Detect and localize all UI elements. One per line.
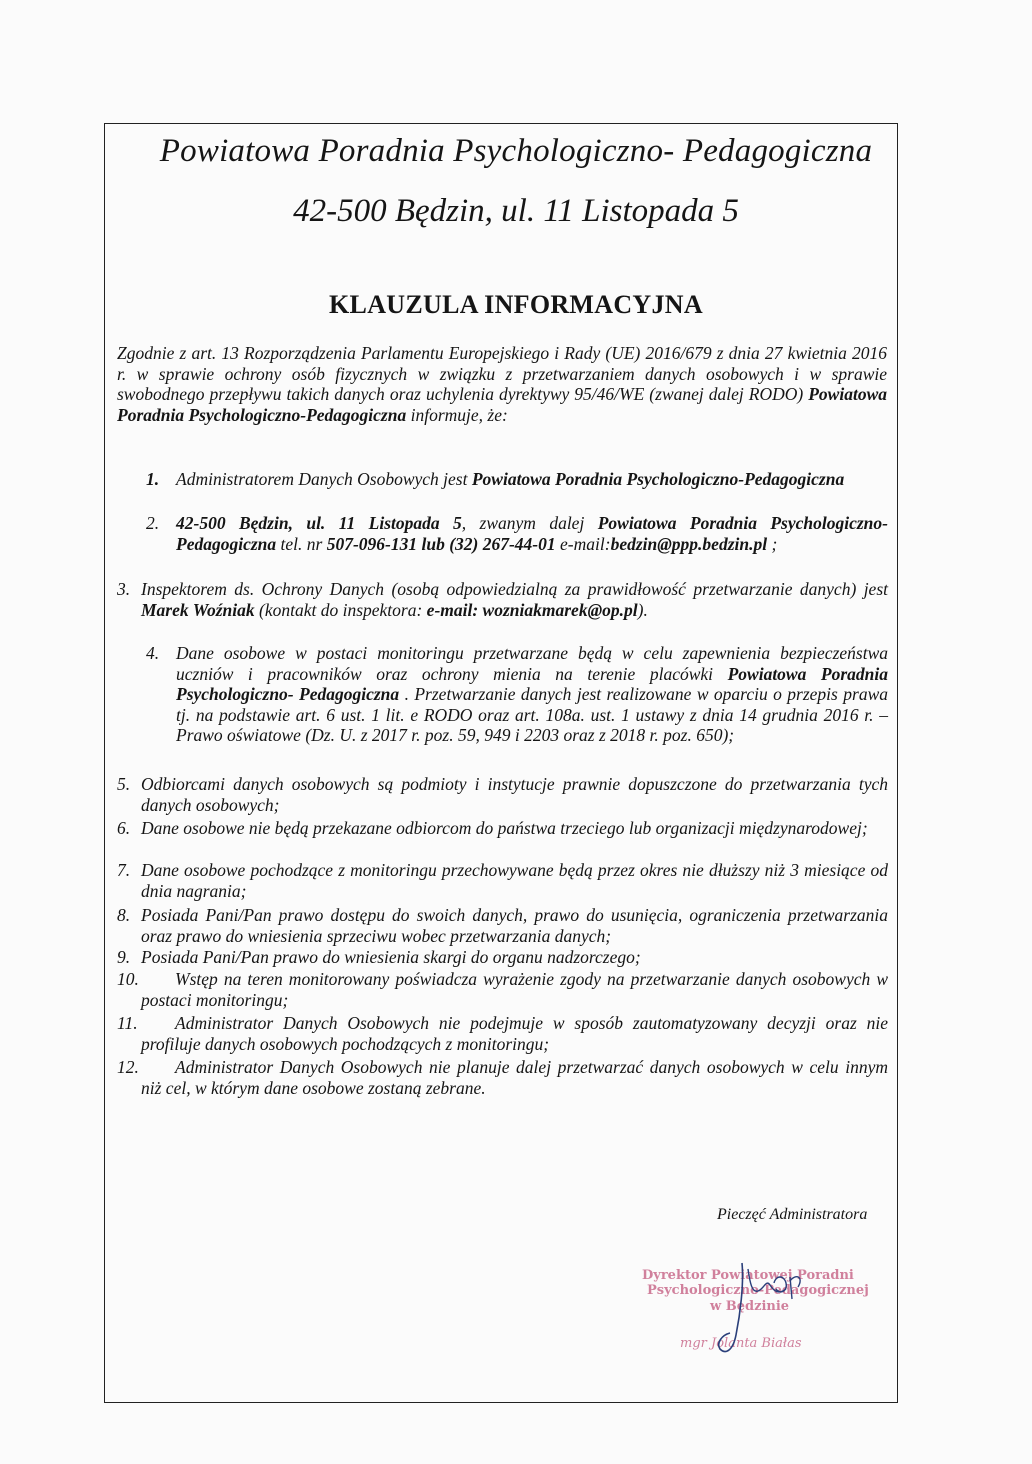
item-3-number: 3. <box>117 579 131 599</box>
item-3-email: e-mail: wozniakmarek@op.pl <box>426 599 638 620</box>
item-2-address: 42-500 Będzin, ul. 11 Listopada 5 <box>176 513 462 533</box>
institution-name: Powiatowa Poradnia Psychologiczno- Pedagogiczna <box>159 133 873 169</box>
item-10-number: 10. <box>117 969 139 989</box>
item-11-number: 11. <box>117 1013 138 1033</box>
signature <box>700 1255 820 1365</box>
item-2-institution: Powiatowa Poradnia Psychologiczno-Pedagogiczna <box>176 513 888 554</box>
institution-address: 42-500 Będzin, ul. 11 Listopada 5 <box>293 193 739 229</box>
item-8-number: 8. <box>117 905 131 925</box>
item-1-number: 1. <box>146 469 160 489</box>
item-2-text-b: tel. nr <box>276 533 327 554</box>
item-3-inspector: Marek Woźniak <box>141 599 255 620</box>
item-6-number: 6. <box>117 818 131 838</box>
item-3 <box>141 579 888 620</box>
item-7: Dane osobowe pochodzące z monitoringu przechowywane będą przez okres nie dłuższy niż 3 miesiące od dnia nagrania; <box>141 860 888 901</box>
item-12: Administrator Danych Osobowych nie planuje dalej przetwarzać danych osobowych w celu innym niż cel, w którym dane osobowe zostaną zebrane. <box>141 1057 888 1098</box>
item-2-email: bedzin@ppp.bedzin.pl <box>610 533 768 554</box>
item-5-number: 5. <box>117 774 131 794</box>
intro-paragraph <box>117 343 887 425</box>
item-2-text-a: , zwanym dalej <box>461 513 598 533</box>
item-1-text: Administratorem Danych Osobowych jest <box>176 469 472 489</box>
item-2-number: 2. <box>146 513 160 533</box>
item-2-phone: 507-096-131 lub (32) 267-44-01 <box>326 533 556 554</box>
intro-text: Zgodnie z art. 13 Rozporządzenia Parlamentu Europejskiego i Rady (UE) 2016/679 z dnia 27 kwietnia 2016 r. w sprawie ochrony osób fizycznych w związku z przetwarzaniem danych osobowych i w sprawie swobodnego przepływu takich danych oraz uchylenia dyrektywy 95/46/WE (zwanej dalej RODO) <box>117 343 887 405</box>
item-9: Posiada Pani/Pan prawo do wniesienia skargi do organu nadzorczego; <box>141 947 641 967</box>
item-7-number: 7. <box>117 860 131 880</box>
item-2-text-d: ; <box>767 533 778 554</box>
item-1 <box>176 469 888 490</box>
item-9-number: 9. <box>117 947 131 967</box>
item-3-text-c: ). <box>637 599 648 620</box>
item-2 <box>176 513 888 554</box>
item-4 <box>176 643 888 746</box>
item-4-text-a: Dane osobowe w postaci monitoringu przetwarzane będą w celu zapewnienia bezpieczeństwa uczniów i pracowników oraz ochrony mienia na terenie placówki <box>176 643 888 684</box>
item-4-text-b: . Przetwarzanie danych jest realizowane w oparciu o przepis prawa tj. na podstawie art. 6 ust. 1 lit. e RODO oraz art. 108a. ust. 1 ustawy z dnia 14 grudnia 2016 r. – Prawo oświatowe (Dz. U. z 2017 r. poz. 59, 949 i 2203 oraz z 2018 r. poz. 650); <box>176 684 888 746</box>
seal-label: Pieczęć Administratora <box>717 1206 868 1223</box>
item-6: Dane osobowe nie będą przekazane odbiorcom do państwa trzeciego lub organizacji międzynarodowej; <box>141 818 868 838</box>
item-4-number: 4. <box>146 643 160 663</box>
item-10: Wstęp na teren monitorowany poświadcza wyrażenie zgody na przetwarzanie danych osobowych w postaci monitoringu; <box>141 969 888 1010</box>
item-11: Administrator Danych Osobowych nie podejmuje w sposób zautomatyzowany decyzji oraz nie profiluje danych osobowych pochodzących z monitoringu; <box>141 1013 888 1054</box>
item-5: Odbiorcami danych osobowych są podmioty i instytucje prawnie dopuszczone do przetwarzania tych danych osobowych; <box>141 774 888 815</box>
stamp-line-4: mgr Jolanta Białas <box>680 1336 802 1351</box>
stamp-line-2: Psychologiczno-Pedagogicznej <box>647 1283 869 1298</box>
item-2-text-c: e-mail: <box>555 533 611 554</box>
item-8: Posiada Pani/Pan prawo dostępu do swoich danych, prawo do usunięcia, ograniczenia przetwarzania oraz prawo do wniesienia sprzeciwu wobec przetwarzania danych; <box>141 905 888 946</box>
item-3-text-a: Inspektorem ds. Ochrony Danych (osobą odpowiedzialną za prawidłowość przetwarzanie danych) jest <box>141 579 888 599</box>
item-1-bold: Powiatowa Poradnia Psychologiczno-Pedagogiczna <box>471 469 845 489</box>
stamp-line-1: Dyrektor Powiatowej Poradni <box>642 1268 854 1283</box>
item-4-institution: Powiatowa Poradnia Psychologiczno- Pedagogiczna <box>176 663 889 705</box>
item-12-number: 12. <box>117 1057 139 1077</box>
intro-bold: Powiatowa Poradnia Psychologiczno-Pedagogiczna <box>117 384 887 425</box>
document-title: KLAUZULA INFORMACYJNA <box>329 290 703 319</box>
intro-tail: informuje, że: <box>406 404 508 425</box>
stamp-line-3: w Będzinie <box>710 1299 790 1314</box>
item-3-text-b: (kontakt do inspektora: <box>254 599 427 620</box>
